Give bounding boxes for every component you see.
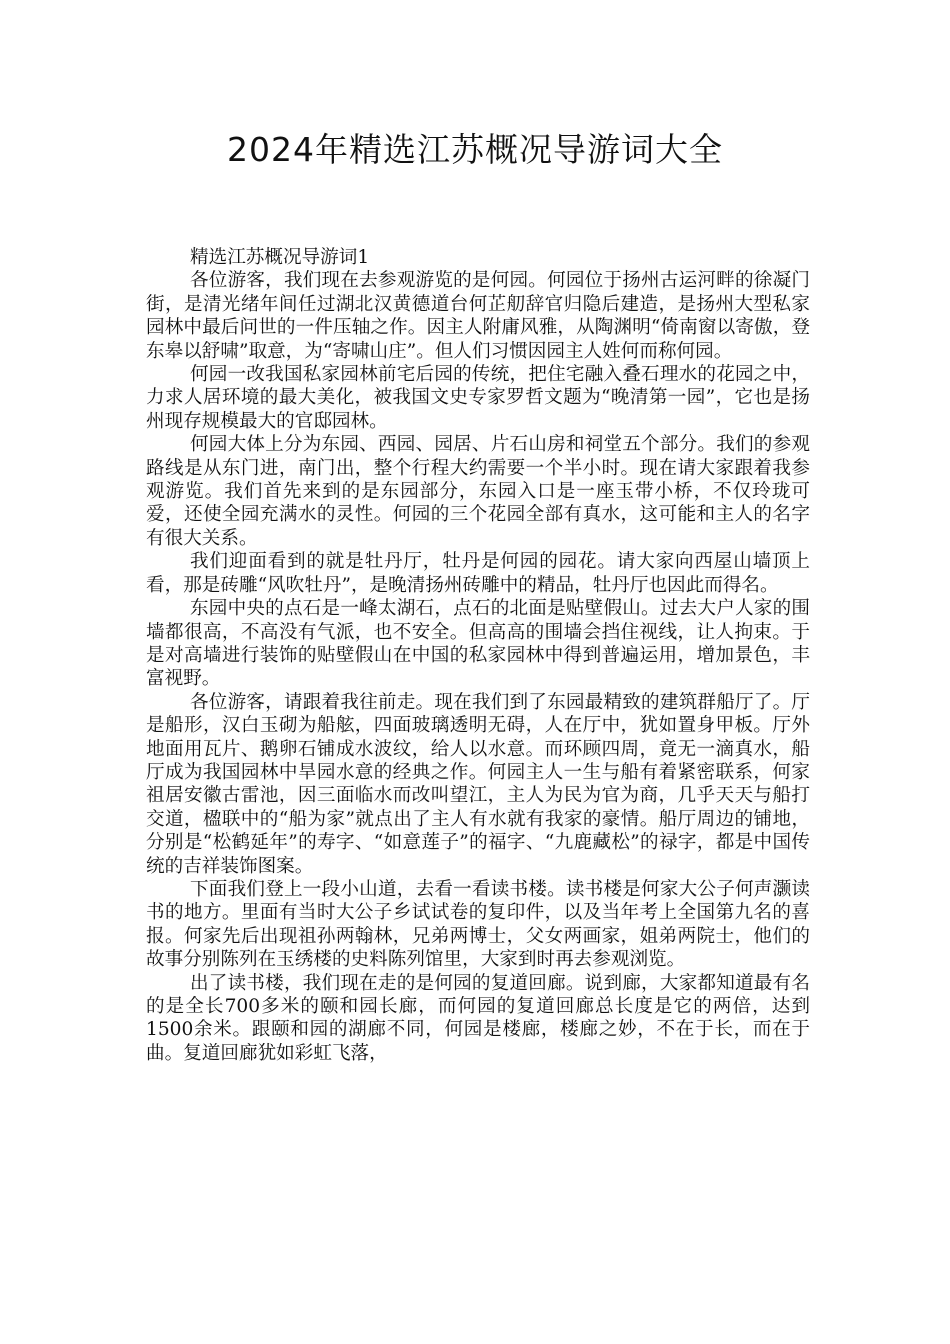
section-heading: 精选江苏概况导游词1 <box>190 247 370 268</box>
paragraph: 出了读书楼，我们现在走的是何园的复道回廊。说到廊，大家都知道最有名的是全长700多米的颐和园长廊，而何园的复道回廊总长度是它的两倍，达到1500余米。跟颐和园的湖廊不同，何园是楼廊，楼廊之妙，不在于长，而在于曲。复道回廊犹如彩虹飞落， <box>146 972 810 1064</box>
page-title: 2024年精选江苏概况导游词大全 <box>227 130 723 169</box>
paragraph: 东园中央的点石是一峰太湖石，点石的北面是贴壁假山。过去大户人家的围墙都很高，不高没有气派，也不安全。但高高的围墙会挡住视线，让人拘束。于是对高墙进行装饰的贴壁假山在中国的私家园林中得到普遍运用，增加景色，丰富视野。 <box>146 598 810 690</box>
paragraph: 各位游客，我们现在去参观游览的是何园。何园位于扬州古运河畔的徐凝门街，是清光绪年间任过湖北汉黄德道台何芷舠辞官归隐后建造，是扬州大型私家园林中最后问世的一件压轴之作。因主人附庸风雅，从陶渊明“倚南窗以寄傲，登东皋以舒啸”取意，为“寄啸山庄”。但人们习惯因园主人姓何而称何园。 <box>146 270 810 362</box>
paragraph: 各位游客，请跟着我往前走。现在我们到了东园最精致的建筑群船厅了。厅是船形，汉白玉砌为船舷，四面玻璃透明无碍，人在厅中，犹如置身甲板。厅外地面用瓦片、鹅卵石铺成水波纹，给人以水意。而环顾四周，竟无一滴真水，船厅成为我国园林中旱园水意的经典之作。何园主人一生与船有着紧密联系，何家祖居安徽古雷池，因三面临水而改叫望江，主人为民为官为商，几乎天天与船打交道，楹联中的“船为家”就点出了主人有水就有我家的豪情。船厅周边的铺地，分别是“松鹤延年”的寿字、“如意莲子”的福字、“九鹿藏松”的禄字，都是中国传统的吉祥装饰图案。 <box>146 691 810 877</box>
paragraph: 何园大体上分为东园、西园、园居、片石山房和祠堂五个部分。我们的参观路线是从东门进，南门出，整个行程大约需要一个半小时。现在请大家跟着我参观游览。我们首先来到的是东园部分，东园入口是一座玉带小桥，不仅玲珑可爱，还使全园充满水的灵性。何园的三个花园全部有真水，这可能和主人的名字有很大关系。 <box>146 434 810 549</box>
document-body <box>146 246 810 1065</box>
paragraph: 我们迎面看到的就是牡丹厅，牡丹是何园的园花。请大家向西屋山墙顶上看，那是砖雕“风吹牡丹”，是晚清扬州砖雕中的精品，牡丹厅也因此而得名。 <box>146 551 810 596</box>
paragraph: 下面我们登上一段小山道，去看一看读书楼。读书楼是何家大公子何声灏读书的地方。里面有当时大公子乡试试卷的复印件，以及当年考上全国第九名的喜报。何家先后出现祖孙两翰林，兄弟两博士，父女两画家，姐弟两院士，他们的故事分别陈列在玉绣楼的史料陈列馆里，大家到时再去参观浏览。 <box>146 878 810 971</box>
paragraph: 何园一改我国私家园林前宅后园的传统，把住宅融入叠石理水的花园之中，力求人居环境的最大美化，被我国文史专家罗哲文题为“晚清第一园”，它也是扬州现存规模最大的官邸园林。 <box>146 364 810 432</box>
